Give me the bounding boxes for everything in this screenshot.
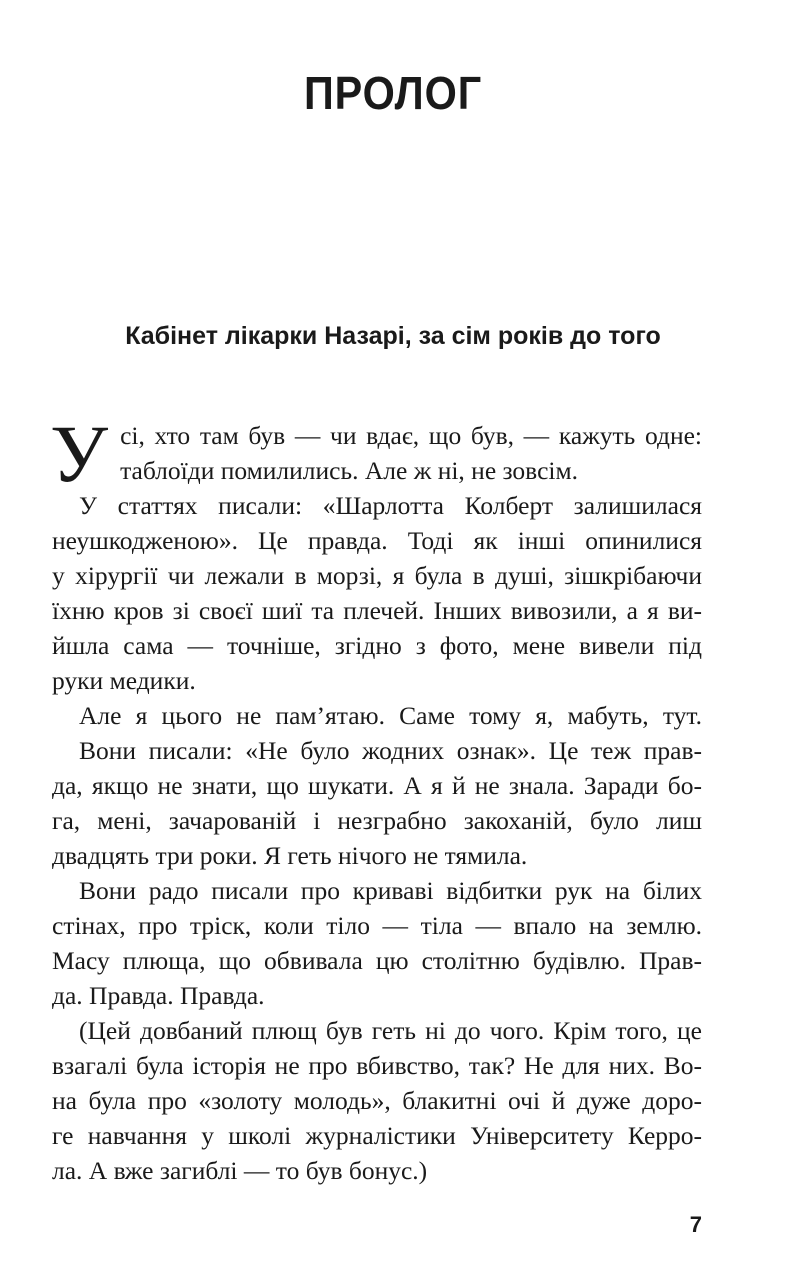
text-line: Але я цього не пам’ятаю. Саме тому я, мабуть, тут. (79, 701, 702, 730)
text-line: йшла сама — точніше, згідно з фото, мене вивели під (52, 631, 702, 660)
text-line: їхню кров зі своєї шиї та плечей. Інших вивозили, а я ви- (52, 596, 702, 625)
text-line: у хірургії чи лежали в морзі, я була в душі, зішкрібаючи (52, 561, 702, 590)
text-line: У статтях писали: «Шарлотта Колберт залишилася (79, 491, 702, 520)
text-line: двадцять три роки. Я геть нічого не тямила. (52, 841, 528, 870)
chapter-subtitle: Кабінет лікарки Назарі, за сім років до того (125, 322, 661, 350)
text-line: га, мені, зачарованій і незграбно закоханій, було лиш (52, 806, 702, 835)
text-line: да, якщо не знати, що шукати. А я й не знала. Заради бо- (52, 771, 702, 800)
chapter-body (50, 408, 702, 1188)
text-line: Масу плюща, що обвивала цю столітню будівлю. Прав- (52, 946, 702, 975)
text-line: руки медики. (52, 666, 196, 695)
text-line: сі, хто там був — чи вдає, що був, — кажуть одне: (120, 421, 702, 450)
text-line: взагалі була історія не про вбивство, так? Не для них. Во- (52, 1051, 702, 1080)
chapter-title: ПРОЛОГ (303, 67, 483, 119)
text-line: Вони писали: «Не було жодних ознак». Це теж прав- (79, 736, 702, 765)
text-line: на була про «золоту молодь», блакитні очі й дуже доро- (52, 1086, 702, 1115)
text-line: Вони радо писали про криваві відбитки рук на білих (79, 876, 702, 905)
text-line: (Цей довбаний плющ був геть ні до чого. Крім того, це (79, 1016, 702, 1045)
text-line: стінах, про тріск, коли тіло — тіла — впало на землю. (52, 911, 702, 940)
text-line: ла. А вже загиблі — то був бонус.) (52, 1156, 428, 1185)
text-line: ге навчання у школі журналістики Університету Керро- (52, 1121, 702, 1150)
drop-cap: У (50, 408, 109, 499)
text-line: таблоїди помилились. Але ж ні, не зовсім. (120, 456, 578, 485)
text-line: да. Правда. Правда. (52, 981, 265, 1010)
text-line: неушкодженою». Це правда. Тоді як інші опинилися (52, 526, 702, 555)
page-number: 7 (689, 1212, 702, 1237)
